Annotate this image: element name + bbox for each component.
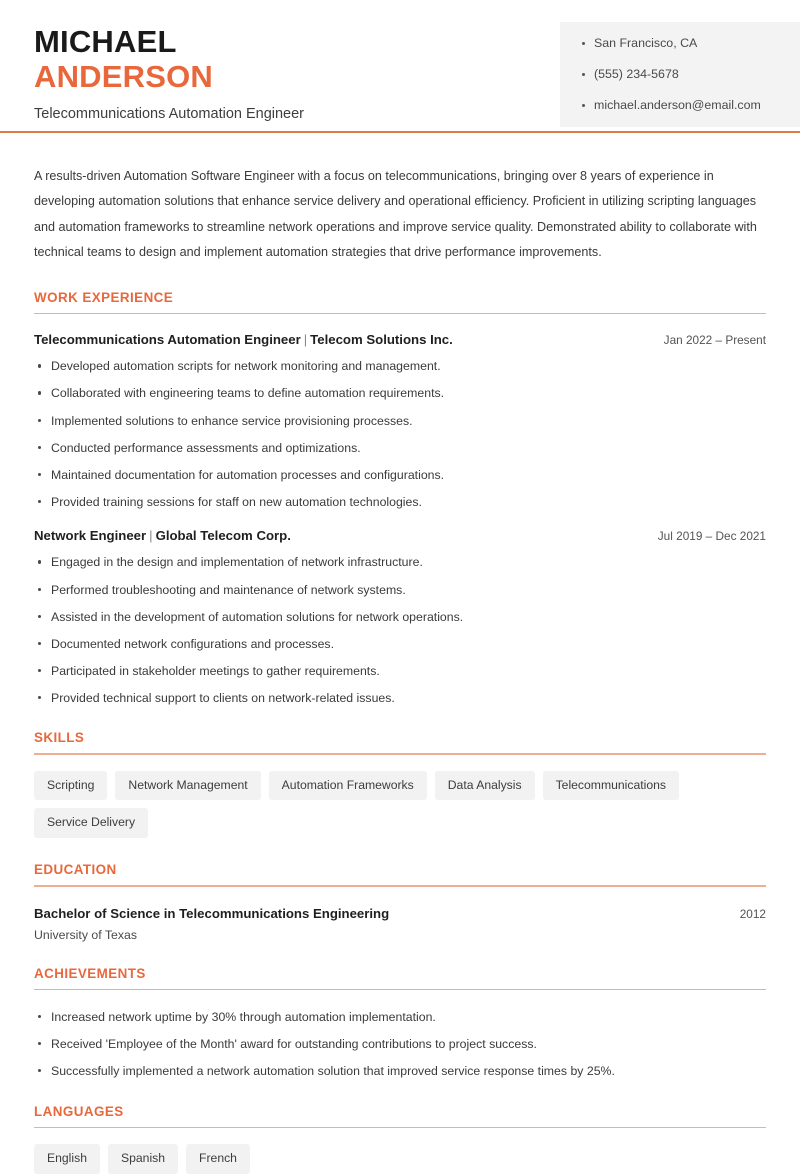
experience-company: Telecom Solutions Inc. (310, 332, 453, 348)
language-tag: French (186, 1144, 250, 1173)
list-item: Engaged in the design and implementation of network infrastructure. (34, 554, 766, 571)
experience-title-line (34, 332, 453, 347)
language-tag: Spanish (108, 1144, 178, 1173)
section-divider (34, 885, 766, 887)
experience-title-line (34, 528, 291, 543)
list-item: Received 'Employee of the Month' award for outstanding contributions to project success. (34, 1036, 766, 1053)
list-item: Maintained documentation for automation processes and configurations. (34, 467, 766, 484)
contact-info-box (560, 22, 800, 127)
list-item: Assisted in the development of automation solutions for network operations. (34, 609, 766, 626)
title-separator: | (149, 528, 153, 544)
section-title-education: EDUCATION (34, 861, 117, 877)
title-separator: | (303, 332, 308, 348)
section-title-work-experience: WORK EXPERIENCE (34, 289, 174, 305)
skill-tag: Scripting (34, 771, 107, 800)
section-skills (34, 730, 766, 837)
list-item: Conducted performance assessments and optimizations. (34, 440, 766, 457)
list-item: Performed troubleshooting and maintenance of network systems. (34, 582, 766, 599)
section-divider (34, 753, 766, 755)
experience-role: Network Engineer (34, 528, 147, 544)
skill-tag: Network Management (115, 771, 260, 800)
skill-tag: Data Analysis (435, 771, 535, 800)
section-work-experience (34, 290, 766, 707)
section-achievements (34, 966, 766, 1080)
languages-tag-list (34, 1144, 766, 1173)
section-title-achievements: ACHIEVEMENTS (34, 965, 146, 981)
list-item: Participated in stakeholder meetings to gather requirements. (34, 663, 766, 680)
section-divider (34, 313, 766, 315)
resume-header (0, 0, 800, 130)
education-year: 2012 (739, 906, 766, 921)
experience-entry-header (34, 332, 766, 347)
list-item: Successfully implemented a network automation solution that improved service response times by 25%. (34, 1063, 766, 1080)
list-item: Provided training sessions for staff on new automation technologies. (34, 494, 766, 511)
list-item: Developed automation scripts for network monitoring and management. (34, 358, 766, 375)
skills-tag-list (34, 771, 766, 838)
contact-location: San Francisco, CA (582, 36, 790, 51)
header-divider (0, 131, 800, 133)
section-title-skills: SKILLS (34, 730, 85, 746)
achievements-bullet-list (34, 1009, 766, 1080)
education-school: University of Texas (34, 927, 137, 942)
section-divider (34, 1127, 766, 1129)
experience-role: Telecommunications Automation Engineer (34, 332, 301, 348)
section-divider (34, 989, 766, 991)
skill-tag: Telecommunications (543, 771, 679, 800)
contact-phone[interactable]: (555) 234-5678 (582, 67, 790, 82)
experience-date-range: Jan 2022 – Present (663, 333, 766, 348)
list-item: Increased network uptime by 30% through automation implementation. (34, 1009, 766, 1026)
list-item: Implemented solutions to enhance service provisioning processes. (34, 413, 766, 430)
header-identity (0, 0, 304, 122)
contact-email[interactable]: michael.anderson@email.com (582, 98, 790, 113)
skill-tag: Automation Frameworks (269, 771, 427, 800)
experience-entry (34, 528, 766, 706)
section-languages (34, 1104, 766, 1174)
language-tag: English (34, 1144, 100, 1173)
contact-list (582, 36, 790, 113)
name-last: ANDERSON (34, 59, 214, 95)
experience-company: Global Telecom Corp. (155, 528, 291, 544)
professional-summary: A results-driven Automation Software Engineer with a focus on telecommunications, bringing over 8 years of experience in developing automation solutions that enhance service delivery and operational efficiency. Proficient in utilizing scripting languages and automation frameworks to streamline network operations and improve service quality. Demonstrated ability to collaborate with technical teams to design and implement automation strategies that drive performance improvements. (34, 169, 757, 260)
experience-bullet-list (34, 358, 766, 510)
name-first: MICHAEL (34, 24, 177, 59)
education-entry-header (34, 906, 766, 921)
resume-body (0, 164, 800, 1174)
education-degree: Bachelor of Science in Telecommunications Engineering (34, 905, 390, 921)
skill-tag: Service Delivery (34, 808, 148, 837)
experience-entry-header (34, 528, 766, 543)
candidate-job-title: Telecommunications Automation Engineer (34, 106, 305, 123)
candidate-name (34, 24, 304, 94)
section-education (34, 862, 766, 942)
section-title-languages: LANGUAGES (34, 1103, 124, 1119)
list-item: Collaborated with engineering teams to define automation requirements. (34, 385, 766, 402)
experience-date-range: Jul 2019 – Dec 2021 (657, 529, 766, 544)
list-item: Provided technical support to clients on network-related issues. (34, 690, 766, 707)
experience-bullet-list (34, 554, 766, 706)
experience-entry (34, 332, 766, 510)
list-item: Documented network configurations and processes. (34, 636, 766, 653)
